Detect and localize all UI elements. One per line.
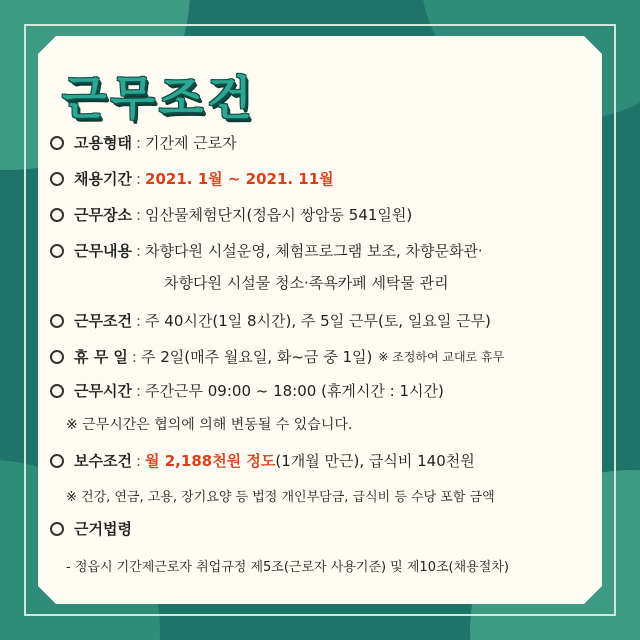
item-label: 근무장소 [74,206,132,224]
item-value: 주간근무 09:00 ~ 18:00 (휴게시간 : 1시간) [145,382,444,400]
item-value-note: ※ 조정하여 교대로 휴무 [378,350,505,364]
item-label: 근거법령 [74,520,132,538]
circle-bullet-icon [50,244,64,258]
law-reference: - 정읍시 기간제근로자 취업규정 제5조(근로자 사용기준) 및 제10조(채용절차) [66,560,509,575]
item-value: (1개월 만근), 급식비 140천원 [275,452,475,470]
item-value: 기간제 근로자 [145,134,237,152]
item-pay: 보수조건 : 월 2,188천원 정도 (1개월 만근), 급식비 140천원 [50,450,475,471]
item-legal-basis [50,518,132,539]
circle-bullet-icon [50,208,64,222]
note-pay: ※ 건강, 연금, 고용, 장기요양 등 법정 개인부담금, 급식비 등 수당 포함 금액 [66,490,495,505]
note-work-hours: ※ 근무시간은 협의에 의해 변동될 수 있습니다. [66,417,353,433]
item-employment-type: 고용형태 : 기간제 근로자 [50,132,237,153]
item-value: 차향다원 시설운영, 체험프로그램 보조, 차향문화관· [145,242,483,260]
item-hiring-period: 채용기간 : 2021. 1월 ~ 2021. 11월 [50,168,334,189]
item-work-content: 근무내용 : 차향다원 시설운영, 체험프로그램 보조, 차향문화관· [50,240,483,261]
item-value-line2: 차향다원 시설물 청소·족욕카페 세탁물 관리 [164,274,449,292]
circle-bullet-icon [50,314,64,328]
circle-bullet-icon [50,522,64,536]
item-label: 근무내용 [74,242,132,260]
item-value-highlight: 월 2,188천원 정도 [145,452,276,470]
item-label: 고용형태 [74,134,132,152]
circle-bullet-icon [50,350,64,364]
item-value: 주 2일(매주 월요일, 화~금 중 1일) [140,348,373,366]
item-days-off: 휴 무 일 : 주 2일(매주 월요일, 화~금 중 1일) ※ 조정하여 교대로 휴무 [50,346,504,367]
item-label: 근무조건 [74,312,132,330]
circle-bullet-icon [50,172,64,186]
item-value-highlight: 2021. 1월 ~ 2021. 11월 [145,170,334,188]
item-work-location: 근무장소 : 임산물체험단지(정읍시 쌍암동 541일원) [50,204,412,225]
item-label: 보수조건 [74,452,132,470]
item-work-hours: 근무시간 : 주간근무 09:00 ~ 18:00 (휴게시간 : 1시간) [50,380,444,401]
circle-bullet-icon [50,454,64,468]
item-label: 채용기간 [74,170,132,188]
item-work-conditions: 근무조건 : 주 40시간(1일 8시간), 주 5일 근무(토, 일요일 근무) [50,310,491,331]
item-label: 휴 무 일 [74,348,128,366]
page-title: 근무조건 [62,71,256,125]
item-value: 임산물체험단지(정읍시 쌍암동 541일원) [145,206,413,224]
circle-bullet-icon [50,384,64,398]
circle-bullet-icon [50,136,64,150]
item-work-content-line2 [164,272,449,293]
item-value: 주 40시간(1일 8시간), 주 5일 근무(토, 일요일 근무) [145,312,491,330]
item-label: 근무시간 [74,382,132,400]
